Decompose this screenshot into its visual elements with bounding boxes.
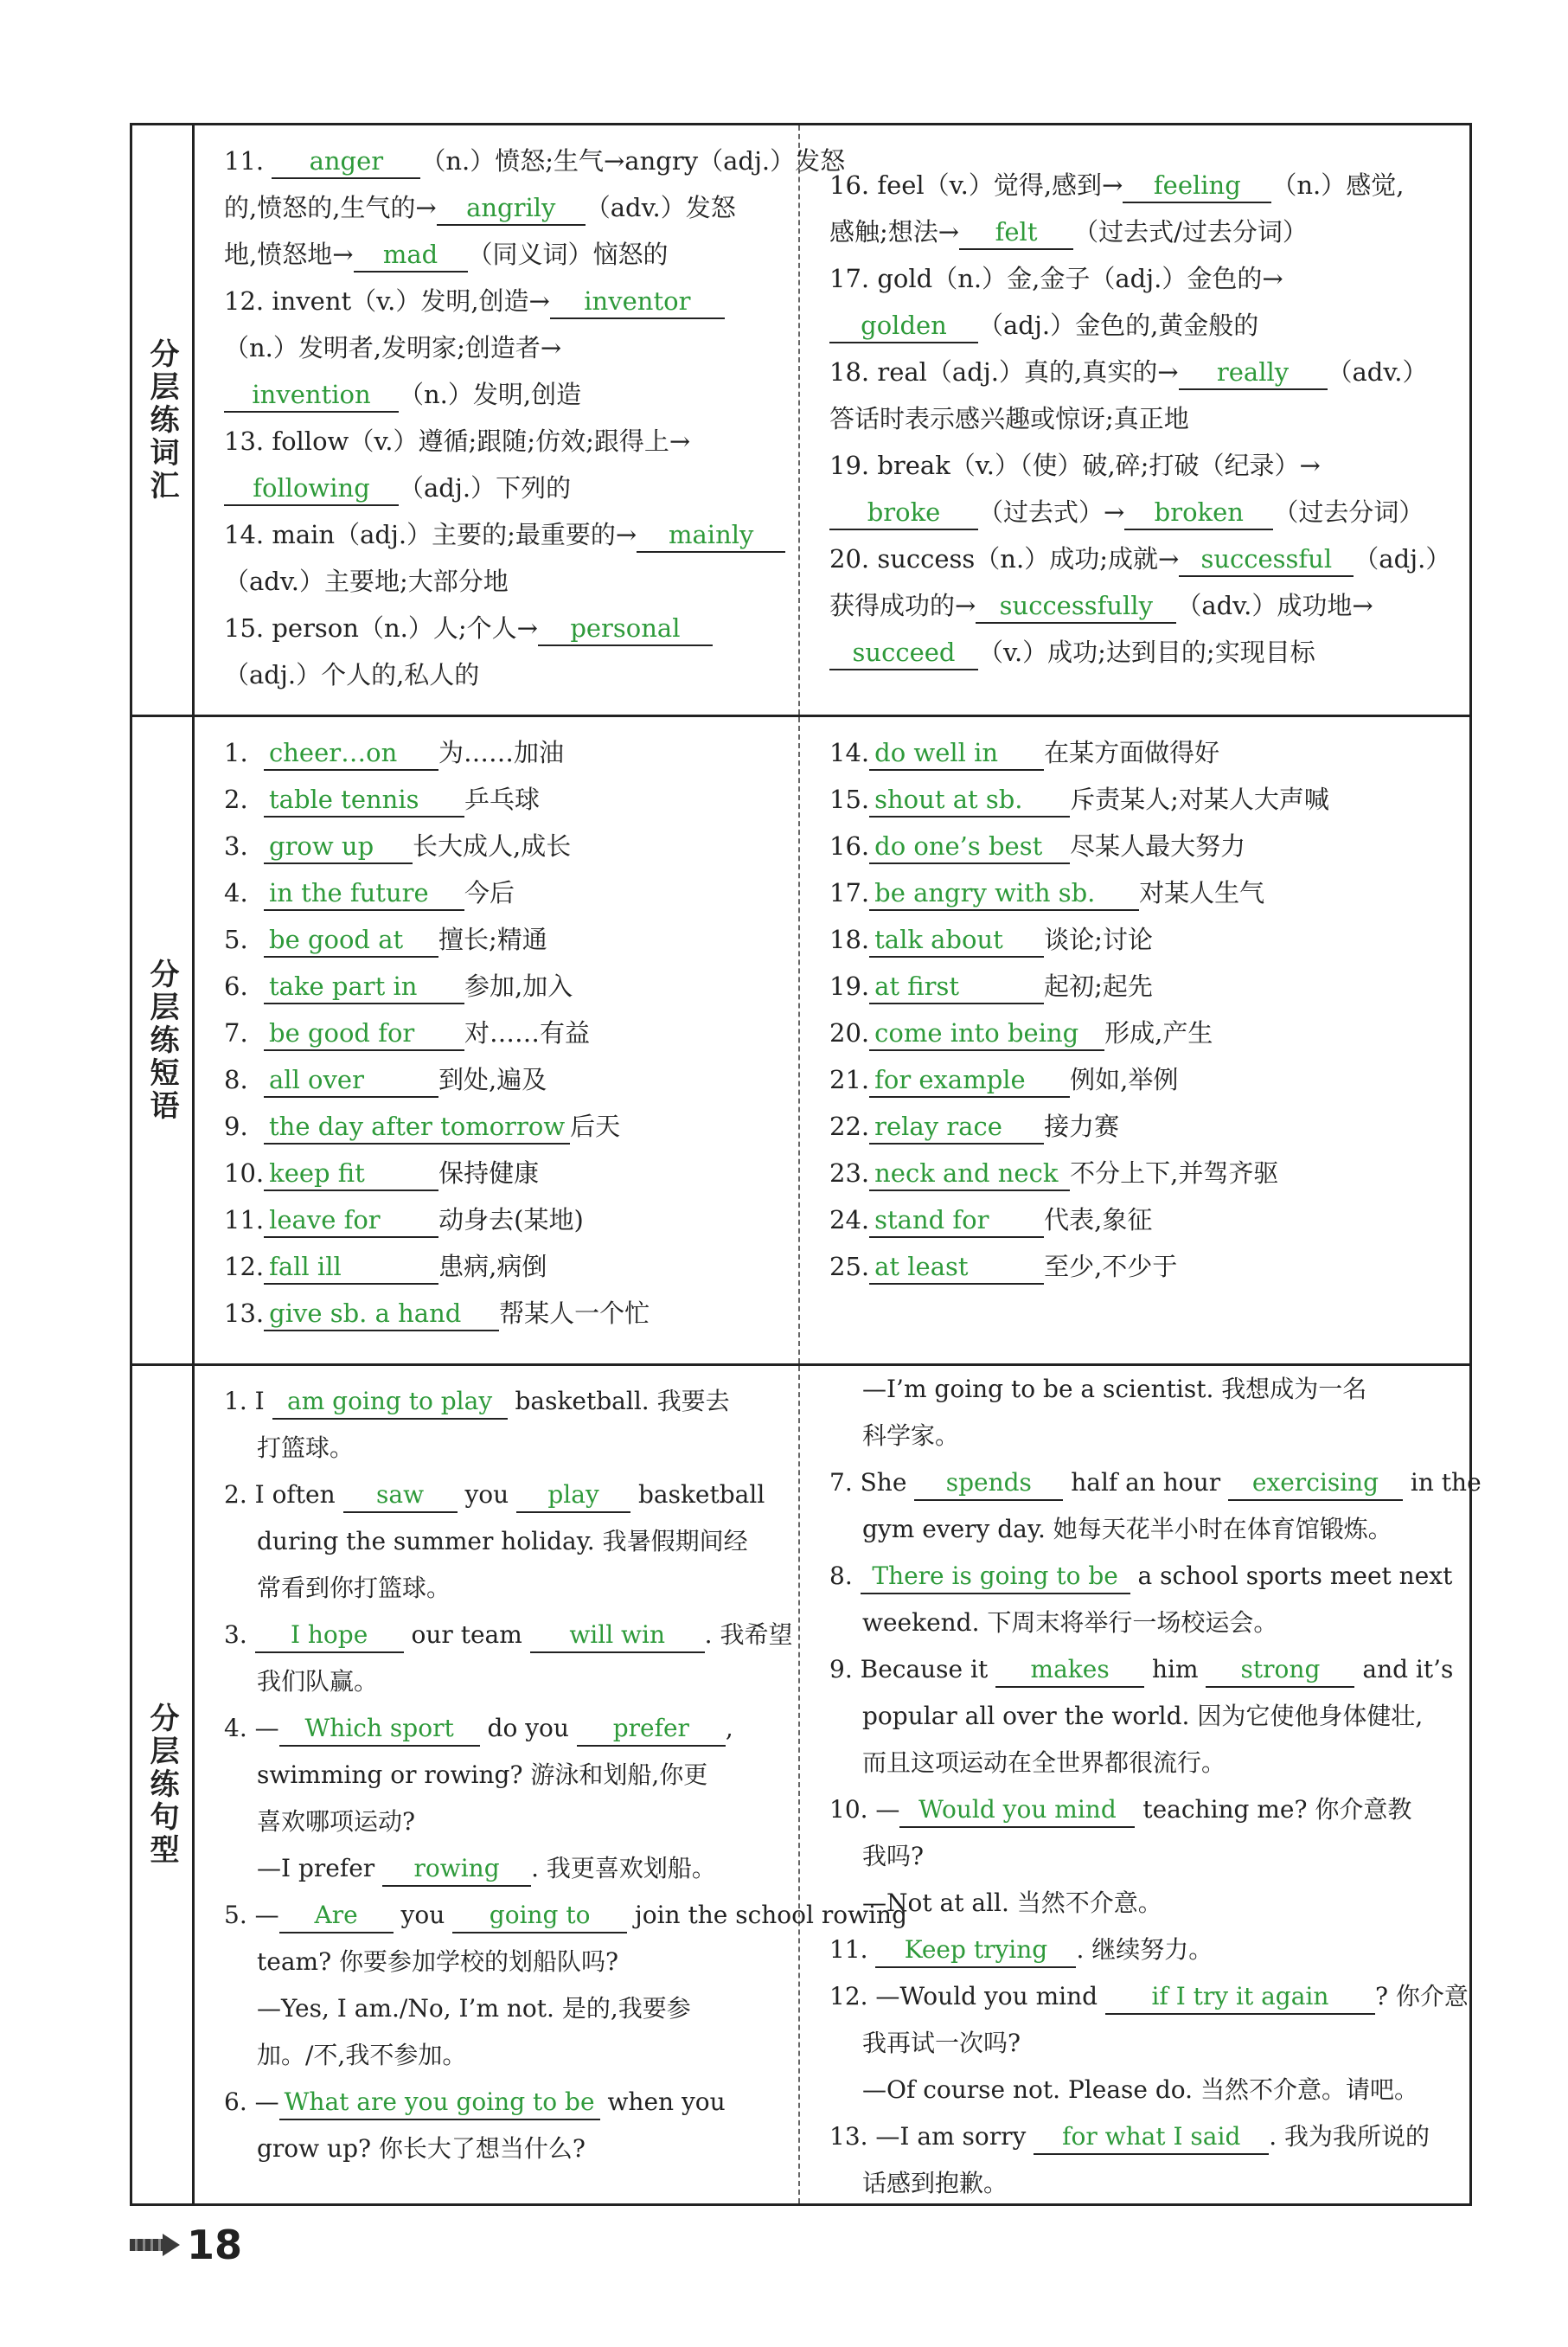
text-fragment: （同义词）恼怒的 <box>467 240 669 269</box>
text-fragment: join the school rowing <box>627 1901 907 1929</box>
answer-blank: strong <box>1206 1653 1354 1688</box>
text-fragment: 的,愤怒的,生气的→ <box>224 193 437 222</box>
phrase-meaning: 尽某人最大努力 <box>1070 831 1246 861</box>
phrase-item <box>224 1290 776 1337</box>
text-fragment: grow up? 你长大了想当什么? <box>257 2134 586 2163</box>
text-line <box>224 2079 776 2126</box>
section-vocabulary <box>132 125 1469 717</box>
text-fragment: 11. <box>829 1935 876 1964</box>
phrase-meaning: 长大成人,成长 <box>413 831 572 861</box>
answer-blank: angrily <box>437 191 586 226</box>
text-fragment: 5. — <box>224 1901 279 1929</box>
phrase-answer: come into being <box>869 1016 1104 1051</box>
phrase-answer: relay race <box>869 1110 1044 1145</box>
phrase-number: 16. <box>829 831 870 861</box>
text-fragment: weekend. 下周末将举行一场校运会。 <box>862 1608 1278 1637</box>
phrase-number: 20. <box>829 1018 870 1048</box>
phrase-number: 21. <box>829 1065 870 1094</box>
phrase-number: 7. <box>224 1018 248 1048</box>
text-line <box>829 1927 1443 1973</box>
text-fragment: 而且这项运动在全世界都很流行。 <box>862 1748 1226 1777</box>
text-line <box>829 1833 1443 1880</box>
text-fragment: 我们队赢。 <box>257 1667 379 1696</box>
text-fragment: 17. gold（n.）金,金子（adj.）金色的→ <box>829 264 1283 293</box>
text-fragment: you <box>393 1901 453 1929</box>
text-fragment: 4. — <box>224 1714 279 1742</box>
phrase-meaning: 保持健康 <box>438 1158 540 1188</box>
text-line <box>224 371 776 418</box>
phrase-meaning: 为……加油 <box>438 738 565 767</box>
text-fragment: when you <box>599 2087 726 2116</box>
text-fragment: 11. <box>224 146 272 176</box>
text-fragment: 20. success（n.）成功;成就→ <box>829 544 1180 574</box>
text-line <box>829 1693 1443 1740</box>
answer-blank: Are <box>279 1899 394 1933</box>
text-fragment: —I’m going to be a scientist. 我想成为一名 <box>862 1375 1367 1403</box>
phrase-item <box>224 776 776 823</box>
phrase-meaning: 乒乓球 <box>464 785 541 814</box>
phrase-number: 24. <box>829 1205 870 1234</box>
section-sentences <box>132 1366 1482 2203</box>
phrase-item <box>224 1196 776 1243</box>
phrase-item <box>224 1010 776 1056</box>
answer-blank: exercising <box>1228 1466 1403 1501</box>
answer-blank: am going to play <box>272 1385 508 1420</box>
answer-blank: mad <box>354 238 468 273</box>
answer-blank: following <box>224 471 399 506</box>
phrase-item <box>224 963 776 1010</box>
text-line <box>829 162 1443 208</box>
answer-blank: if I try it again <box>1105 1980 1375 2015</box>
text-fragment: a school sports meet next <box>1130 1561 1453 1590</box>
text-fragment: 6. — <box>224 2087 279 2116</box>
phrase-answer: give sb. a hand <box>264 1297 499 1331</box>
text-line <box>224 1472 776 1518</box>
text-line <box>224 278 776 324</box>
text-line <box>224 1425 776 1472</box>
phrase-answer: leave for <box>264 1203 438 1238</box>
phrase-meaning: 起初;起先 <box>1044 972 1153 1001</box>
phrase-number: 3. <box>224 831 248 861</box>
phrase-answer: stand for <box>869 1203 1044 1238</box>
text-fragment: （过去分词） <box>1273 497 1424 527</box>
phrase-item <box>829 869 1443 916</box>
text-line <box>224 1612 793 1658</box>
text-fragment: （过去式）→ <box>978 497 1125 527</box>
text-fragment: 话感到抱歉。 <box>862 2169 1008 2197</box>
phrase-number: 18. <box>829 925 870 954</box>
phrase-number: 12. <box>224 1252 265 1281</box>
answer-blank: rowing <box>382 1852 531 1887</box>
text-fragment: 我吗? <box>862 1842 925 1870</box>
phrase-meaning: 不分上下,并驾齐驱 <box>1070 1158 1279 1188</box>
text-fragment: —Of course not. Please do. 当然不介意。请吧。 <box>862 2075 1418 2104</box>
text-line <box>224 418 776 465</box>
phrase-meaning: 斥责某人;对某人大声喊 <box>1070 785 1329 814</box>
text-fragment: 获得成功的→ <box>829 591 976 620</box>
phrase-answer: take part in <box>264 970 464 1004</box>
answer-blank: invention <box>224 378 399 413</box>
text-fragment: 7. She <box>829 1468 915 1497</box>
vocab-right-column <box>800 125 1469 715</box>
phrase-number: 25. <box>829 1252 870 1281</box>
text-fragment: 12. invent（v.）发明,创造→ <box>224 286 550 316</box>
text-line <box>829 349 1443 395</box>
phrase-meaning: 在某方面做得好 <box>1044 738 1220 767</box>
phrase-meaning: 至少,不少于 <box>1044 1252 1178 1281</box>
phrase-answer: at least <box>869 1250 1044 1285</box>
phrase-item <box>224 729 776 776</box>
phrase-number: 4. <box>224 878 248 907</box>
text-fragment: （adv.）主要地;大部分地 <box>224 567 509 596</box>
answer-blank: really <box>1179 356 1328 390</box>
phrase-item <box>829 1103 1443 1150</box>
text-fragment: 2. I often <box>224 1480 343 1509</box>
phrase-meaning: 例如,举例 <box>1070 1065 1179 1094</box>
phrase-answer: be good at <box>264 923 438 958</box>
phrase-meaning: 参加,加入 <box>464 972 573 1001</box>
text-line <box>224 651 776 698</box>
text-fragment: 我再试一次吗? <box>862 2029 1021 2057</box>
phrase-answer: cheer…on <box>264 736 438 771</box>
text-fragment: （n.）感觉, <box>1271 170 1405 200</box>
answer-blank: for what I said <box>1034 2120 1269 2155</box>
answer-blank: felt <box>959 215 1073 250</box>
text-line <box>829 2067 1443 2113</box>
text-line <box>829 1553 1453 1600</box>
text-line <box>829 255 1443 302</box>
text-line <box>224 1565 776 1612</box>
text-line <box>829 2160 1443 2207</box>
phrase-item <box>829 1196 1443 1243</box>
phrase-answer: be good for <box>264 1016 464 1051</box>
answer-blank: play <box>516 1478 630 1513</box>
text-fragment: 10. — <box>829 1795 900 1824</box>
phrases-left-column <box>195 717 800 1363</box>
text-line <box>829 1646 1454 1693</box>
phrase-number: 1. <box>224 738 248 767</box>
text-fragment: gym every day. 她每天花半小时在体育馆锻炼。 <box>862 1515 1392 1543</box>
page-number: 18 <box>130 2222 242 2268</box>
text-fragment: （adj.）个人的,私人的 <box>224 660 480 689</box>
phrase-number: 22. <box>829 1112 870 1141</box>
text-line <box>829 2020 1443 2067</box>
phrase-meaning: 后天 <box>570 1112 621 1141</box>
text-fragment: 18. real（adj.）真的,真实的→ <box>829 357 1179 387</box>
text-line <box>224 1845 776 1892</box>
phrase-answer: all over <box>264 1063 438 1098</box>
phrase-answer: for example <box>869 1063 1070 1098</box>
text-fragment: （adv.） <box>1327 357 1428 387</box>
text-fragment: 14. main（adj.）主要的;最重要的→ <box>224 520 637 549</box>
text-fragment: 8. <box>829 1561 861 1590</box>
phrase-answer: do well in <box>869 736 1044 771</box>
phrase-item <box>829 729 1443 776</box>
text-line <box>224 1939 776 1985</box>
text-fragment: 3. <box>224 1620 255 1649</box>
answer-blank: mainly <box>637 518 785 553</box>
phrase-item <box>224 916 776 963</box>
text-fragment: 9. Because it <box>829 1655 996 1683</box>
answer-blank: spends <box>914 1466 1063 1501</box>
text-fragment: 科学家。 <box>862 1421 960 1450</box>
answer-blank: What are you going to be <box>279 2086 600 2120</box>
text-line <box>829 1880 1443 1927</box>
phrase-number: 2. <box>224 785 248 814</box>
text-fragment: —I prefer <box>257 1854 383 1882</box>
phrase-answer: at first <box>869 970 1044 1004</box>
phrase-answer: shout at sb. <box>869 783 1070 818</box>
text-line <box>829 582 1443 629</box>
phrase-meaning: 对某人生气 <box>1139 878 1265 907</box>
text-fragment: , <box>725 1714 733 1742</box>
text-fragment: 19. break（v.）（使）破,碎;打破（纪录）→ <box>829 451 1321 480</box>
text-fragment: 加。/不,我不参加。 <box>257 2041 467 2069</box>
phrase-number: 15. <box>829 785 870 814</box>
phrase-item <box>829 1243 1443 1290</box>
text-line <box>224 184 776 231</box>
section-phrases <box>132 717 1469 1366</box>
text-line <box>829 1413 1443 1459</box>
answer-blank: successful <box>1179 542 1354 577</box>
text-line <box>224 465 776 511</box>
text-fragment: do you <box>479 1714 577 1742</box>
text-fragment: ? 你介意 <box>1374 1982 1469 2010</box>
phrase-answer: do one’s best <box>869 830 1070 864</box>
text-fragment: you <box>457 1480 517 1509</box>
phrases-right-column <box>800 717 1469 1363</box>
text-fragment: （过去式/过去分词） <box>1073 217 1308 247</box>
text-line <box>829 2113 1443 2160</box>
text-line <box>829 1786 1443 1833</box>
phrase-answer: in the future <box>264 876 464 911</box>
answer-blank: Keep trying <box>875 1933 1076 1968</box>
answer-blank: inventor <box>550 285 725 319</box>
text-line <box>829 208 1443 255</box>
text-line <box>224 324 776 371</box>
answer-blank: golden <box>829 309 978 343</box>
phrase-answer: grow up <box>264 830 413 864</box>
phrase-meaning: 患病,病倒 <box>438 1252 547 1281</box>
answer-blank: broken <box>1124 496 1273 530</box>
text-line <box>224 231 776 278</box>
text-line <box>829 629 1443 676</box>
text-fragment: （n.）发明,创造 <box>399 380 582 409</box>
phrase-answer: talk about <box>869 923 1044 958</box>
text-fragment: teaching me? 你介意教 <box>1135 1795 1412 1824</box>
text-fragment: 感触;想法→ <box>829 217 960 247</box>
phrase-meaning: 代表,象征 <box>1044 1205 1153 1234</box>
section-label: 分层练句型 <box>132 1366 195 2203</box>
text-line <box>224 2032 776 2079</box>
text-fragment: and it’s <box>1354 1655 1454 1683</box>
phrase-answer: be angry with sb. <box>869 876 1139 911</box>
text-fragment: 答话时表示感兴趣或惊讶;真正地 <box>829 404 1189 433</box>
text-fragment: popular all over the world. 因为它使他身体健壮, <box>862 1702 1424 1730</box>
phrase-item <box>829 916 1443 963</box>
answer-blank: succeed <box>829 636 978 670</box>
phrase-item <box>224 1243 776 1290</box>
text-line <box>829 535 1451 582</box>
phrase-item <box>829 1010 1443 1056</box>
text-fragment: —Yes, I am./No, I’m not. 是的,我要参 <box>257 1994 691 2023</box>
text-line <box>829 489 1443 535</box>
phrase-item <box>224 1056 776 1103</box>
text-line <box>224 605 776 651</box>
worksheet-frame <box>130 123 1482 2206</box>
text-line <box>224 2126 776 2172</box>
text-line <box>224 1518 776 1565</box>
phrase-meaning: 对……有益 <box>464 1018 591 1048</box>
phrase-item <box>829 823 1443 869</box>
answer-blank: successfully <box>976 589 1176 624</box>
phrase-answer: keep fit <box>264 1157 438 1191</box>
text-fragment: 15. person（n.）人;个人→ <box>224 613 538 643</box>
phrase-item <box>224 1150 776 1196</box>
text-fragment: （adv.）发怒 <box>585 193 736 222</box>
text-fragment: . 我更喜欢划船。 <box>531 1854 716 1882</box>
phrase-item <box>829 776 1443 823</box>
text-line <box>224 138 846 184</box>
answer-blank: personal <box>538 612 713 646</box>
text-fragment: —Not at all. 当然不介意。 <box>862 1889 1162 1917</box>
phrase-number: 8. <box>224 1065 248 1094</box>
phrase-answer: fall ill <box>264 1250 438 1285</box>
phrase-number: 9. <box>224 1112 248 1141</box>
phrase-number: 19. <box>829 972 870 1001</box>
text-line <box>829 442 1443 489</box>
phrase-meaning: 帮某人一个忙 <box>499 1299 650 1328</box>
phrase-item <box>829 963 1443 1010</box>
text-fragment: 打篮球。 <box>257 1433 355 1462</box>
text-fragment: （v.）成功;达到目的;实现目标 <box>978 638 1315 667</box>
phrase-item <box>224 823 776 869</box>
text-fragment: 地,愤怒地→ <box>224 240 354 269</box>
text-line <box>224 1752 776 1799</box>
answer-blank: makes <box>995 1653 1144 1688</box>
phrase-number: 13. <box>224 1299 265 1328</box>
text-fragment: him <box>1144 1655 1206 1683</box>
text-line <box>829 395 1443 442</box>
text-line <box>224 1892 907 1939</box>
answer-blank: will win <box>530 1619 705 1653</box>
phrase-number: 6. <box>224 972 248 1001</box>
answer-blank: saw <box>343 1478 458 1513</box>
text-line <box>224 1799 776 1845</box>
answer-blank: anger <box>272 144 420 179</box>
text-fragment: . 我为我所说的 <box>1269 2122 1430 2151</box>
text-fragment: our team <box>403 1620 530 1649</box>
text-fragment: half an hour <box>1063 1468 1228 1497</box>
text-line <box>829 1366 1443 1413</box>
text-fragment: 12. —Would you mind <box>829 1982 1105 2010</box>
text-line <box>829 1600 1443 1646</box>
phrase-number: 14. <box>829 738 870 767</box>
text-line <box>829 1973 1469 2020</box>
text-fragment: 13. follow（v.）遵循;跟随;仿效;跟得上→ <box>224 426 691 456</box>
answer-blank: Would you mind <box>899 1793 1135 1828</box>
arrow-icon <box>130 2234 180 2256</box>
text-fragment: basketball. 我要去 <box>507 1387 730 1415</box>
phrase-answer: table tennis <box>264 783 464 818</box>
text-fragment: （n.）愤怒;生气→angry（adj.）发怒 <box>420 146 846 176</box>
text-fragment: swimming or rowing? 游泳和划船,你更 <box>257 1760 708 1789</box>
text-fragment: team? 你要参加学校的划船队吗? <box>257 1947 618 1976</box>
section-label: 分层练短语 <box>132 717 195 1363</box>
text-line <box>224 1658 776 1705</box>
answer-blank: Which sport <box>279 1712 480 1747</box>
text-fragment: 常看到你打篮球。 <box>257 1574 451 1602</box>
text-line <box>829 1459 1482 1506</box>
text-fragment: （n.）发明者,发明家;创造者→ <box>224 333 562 362</box>
text-line <box>224 511 776 558</box>
phrase-number: 5. <box>224 925 248 954</box>
answer-blank: There is going to be <box>861 1560 1130 1594</box>
answer-blank: feeling <box>1123 169 1271 203</box>
phrase-item <box>224 869 776 916</box>
text-fragment: （adv.）成功地→ <box>1176 591 1373 620</box>
phrase-meaning: 动身去(某地) <box>438 1205 584 1234</box>
phrase-meaning: 今后 <box>464 878 515 907</box>
text-fragment: . 我希望 <box>704 1620 793 1649</box>
text-line <box>224 1378 776 1425</box>
phrase-meaning: 到处,遍及 <box>438 1065 547 1094</box>
text-line <box>829 302 1443 349</box>
phrase-meaning: 擅长;精通 <box>438 925 547 954</box>
phrase-number: 10. <box>224 1158 265 1188</box>
text-line <box>224 1705 776 1752</box>
answer-blank: broke <box>829 496 978 530</box>
text-fragment: basketball <box>630 1480 765 1509</box>
phrase-number: 23. <box>829 1158 870 1188</box>
answer-blank: going to <box>452 1899 627 1933</box>
sentences-right-column <box>800 1366 1482 2203</box>
vocab-left-column <box>195 125 846 715</box>
text-line <box>224 558 776 605</box>
phrase-number: 11. <box>224 1205 265 1234</box>
phrase-item <box>224 1103 776 1150</box>
text-fragment: during the summer holiday. 我暑假期间经 <box>257 1527 748 1555</box>
text-fragment: . 继续努力。 <box>1076 1935 1213 1964</box>
phrase-answer: the day after tomorrow <box>264 1110 570 1145</box>
text-fragment: 13. —I am sorry <box>829 2122 1034 2151</box>
answer-blank: I hope <box>255 1619 404 1653</box>
phrase-meaning: 接力赛 <box>1044 1112 1120 1141</box>
phrase-number: 17. <box>829 878 870 907</box>
section-label: 分层练词汇 <box>132 125 195 715</box>
text-fragment: （adj.）下列的 <box>399 473 572 503</box>
text-fragment: in the <box>1403 1468 1482 1497</box>
text-line <box>829 1740 1443 1786</box>
answer-blank: prefer <box>577 1712 726 1747</box>
text-fragment: 喜欢哪项运动? <box>257 1807 416 1836</box>
text-fragment: 16. feel（v.）觉得,感到→ <box>829 170 1123 200</box>
phrase-meaning: 形成,产生 <box>1104 1018 1213 1048</box>
text-fragment: （adj.） <box>1354 544 1451 574</box>
text-fragment: 1. I <box>224 1387 272 1415</box>
text-fragment: （adj.）金色的,黄金般的 <box>978 311 1259 340</box>
text-line <box>224 1985 776 2032</box>
phrase-meaning: 谈论;讨论 <box>1044 925 1153 954</box>
phrase-item <box>829 1056 1443 1103</box>
text-line <box>829 1506 1443 1553</box>
phrase-item <box>829 1150 1443 1196</box>
phrase-answer: neck and neck <box>869 1157 1070 1191</box>
